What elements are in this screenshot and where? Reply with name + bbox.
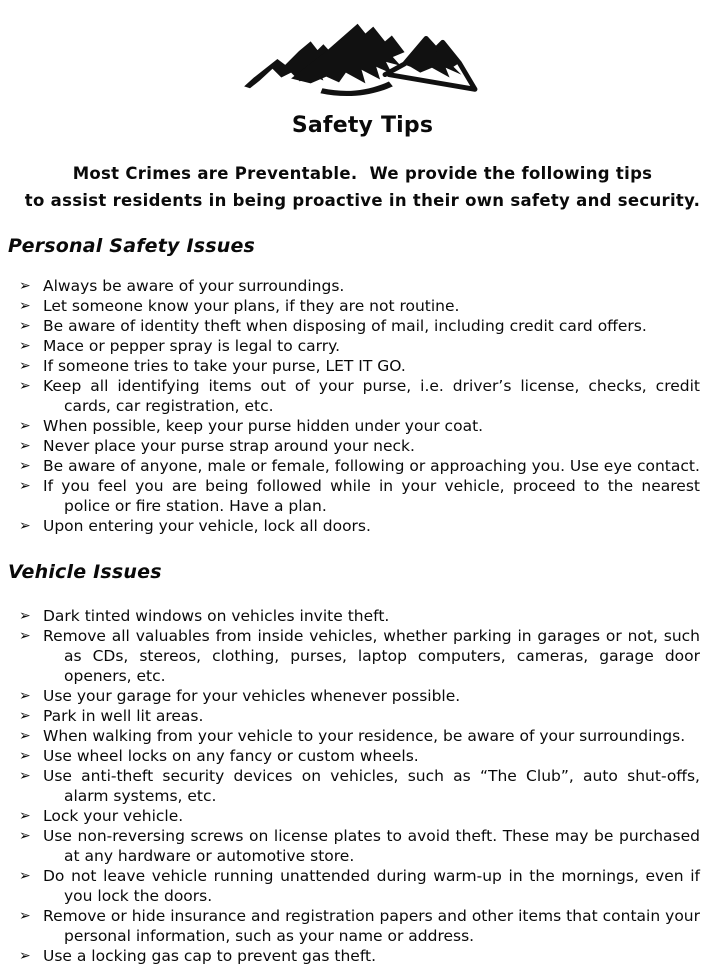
tip-text: When walking from your vehicle to your residence, be aware of your surroundings.: [43, 727, 686, 745]
arrow-bullet-icon: ➢: [19, 378, 31, 394]
tip-item: [0, 806, 700, 826]
vehicle-issues-heading: Vehicle Issues: [8, 561, 162, 583]
arrow-bullet-icon: ➢: [19, 708, 31, 724]
tip-item: [0, 376, 700, 416]
personal-safety-list: [0, 276, 725, 536]
section-personal-safety: [0, 234, 725, 536]
arrow-bullet-icon: ➢: [19, 748, 31, 764]
arrow-bullet-icon: ➢: [19, 608, 31, 624]
section-vehicle-issues: [0, 560, 725, 966]
arrow-bullet-icon: ➢: [19, 298, 31, 314]
tip-item: [0, 946, 700, 966]
tip-item: [0, 476, 700, 516]
tip-item: [0, 906, 700, 946]
tip-item: [0, 746, 700, 766]
mountain-logo: [240, 12, 485, 102]
tip-text: Dark tinted windows on vehicles invite theft.: [43, 607, 390, 625]
tip-item: [0, 276, 700, 296]
tip-text: Let someone know your plans, if they are not routine.: [43, 297, 460, 315]
tip-item: [0, 626, 700, 686]
arrow-bullet-icon: ➢: [19, 688, 31, 704]
arrow-bullet-icon: ➢: [19, 768, 31, 784]
arrow-bullet-icon: ➢: [19, 358, 31, 374]
arrow-bullet-icon: ➢: [19, 278, 31, 294]
tip-item: [0, 296, 700, 316]
tip-item: [0, 456, 700, 476]
tip-item: [0, 416, 700, 436]
tip-text: Mace or pepper spray is legal to carry.: [43, 337, 341, 355]
tip-text: Use your garage for your vehicles whenever possible.: [43, 687, 461, 705]
tip-item: [0, 726, 700, 746]
intro-text: [0, 160, 725, 214]
tip-text: Be aware of anyone, male or female, following or approaching you. Use eye contact.: [43, 457, 700, 475]
tip-item: [0, 866, 700, 906]
arrow-bullet-icon: ➢: [19, 338, 31, 354]
intro-line-1: Most Crimes are Preventable. We provide the following tips: [72, 164, 653, 183]
tip-item: [0, 436, 700, 456]
personal-safety-heading: Personal Safety Issues: [8, 235, 256, 257]
tip-text: When possible, keep your purse hidden under your coat.: [43, 417, 484, 435]
tip-text: Remove or hide insurance and registration papers and other items that contain your personal information, such as your name or address.: [43, 907, 700, 945]
tip-text: Use anti-theft security devices on vehicles, such as “The Club”, auto shut-offs, alarm systems, etc.: [43, 767, 700, 805]
tip-item: [0, 686, 700, 706]
tip-item: [0, 336, 700, 356]
tip-item: [0, 356, 700, 376]
arrow-bullet-icon: ➢: [19, 828, 31, 844]
tip-text: Keep all identifying items out of your purse, i.e. driver’s license, checks, credit cards, car registration, etc.: [43, 377, 700, 415]
arrow-bullet-icon: ➢: [19, 438, 31, 454]
tip-text: Never place your purse strap around your neck.: [43, 437, 415, 455]
tip-text: Remove all valuables from inside vehicles, whether parking in garages or not, such as CDs, stereos, clothing, purses, laptop computers, cameras, garage door openers, etc.: [43, 627, 700, 685]
tip-item: [0, 706, 700, 726]
arrow-bullet-icon: ➢: [19, 868, 31, 884]
arrow-bullet-icon: ➢: [19, 628, 31, 644]
arrow-bullet-icon: ➢: [19, 318, 31, 334]
tip-text: Use a locking gas cap to prevent gas theft.: [43, 947, 377, 965]
tip-text: Always be aware of your surroundings.: [43, 277, 345, 295]
tip-text: Do not leave vehicle running unattended during warm-up in the mornings, even if you lock the doors.: [43, 867, 700, 905]
tip-text: If you feel you are being followed while in your vehicle, proceed to the nearest police or fire station. Have a plan.: [43, 477, 700, 515]
page-title: Safety Tips: [291, 113, 434, 138]
arrow-bullet-icon: ➢: [19, 478, 31, 494]
tip-text: Park in well lit areas.: [43, 707, 204, 725]
tip-item: [0, 766, 700, 806]
tip-text: Be aware of identity theft when disposing of mail, including credit card offers.: [43, 317, 647, 335]
arrow-bullet-icon: ➢: [19, 418, 31, 434]
tip-text: Lock your vehicle.: [43, 807, 184, 825]
tip-item: [0, 606, 700, 626]
arrow-bullet-icon: ➢: [19, 948, 31, 964]
arrow-bullet-icon: ➢: [19, 908, 31, 924]
arrow-bullet-icon: ➢: [19, 518, 31, 534]
arrow-bullet-icon: ➢: [19, 808, 31, 824]
tip-item: [0, 316, 700, 336]
tip-text: Upon entering your vehicle, lock all doors.: [43, 517, 371, 535]
tip-item: [0, 826, 700, 866]
tip-text: If someone tries to take your purse, LET IT GO.: [43, 357, 406, 375]
tip-item: [0, 516, 700, 536]
tip-text: Use non-reversing screws on license plates to avoid theft. These may be purchased at any hardware or automotive store.: [43, 827, 700, 865]
arrow-bullet-icon: ➢: [19, 728, 31, 744]
arrow-bullet-icon: ➢: [19, 458, 31, 474]
vehicle-issues-list: [0, 606, 725, 966]
tip-text: Use wheel locks on any fancy or custom wheels.: [43, 747, 419, 765]
intro-line-2: to assist residents in being proactive in their own safety and security.: [24, 191, 701, 210]
